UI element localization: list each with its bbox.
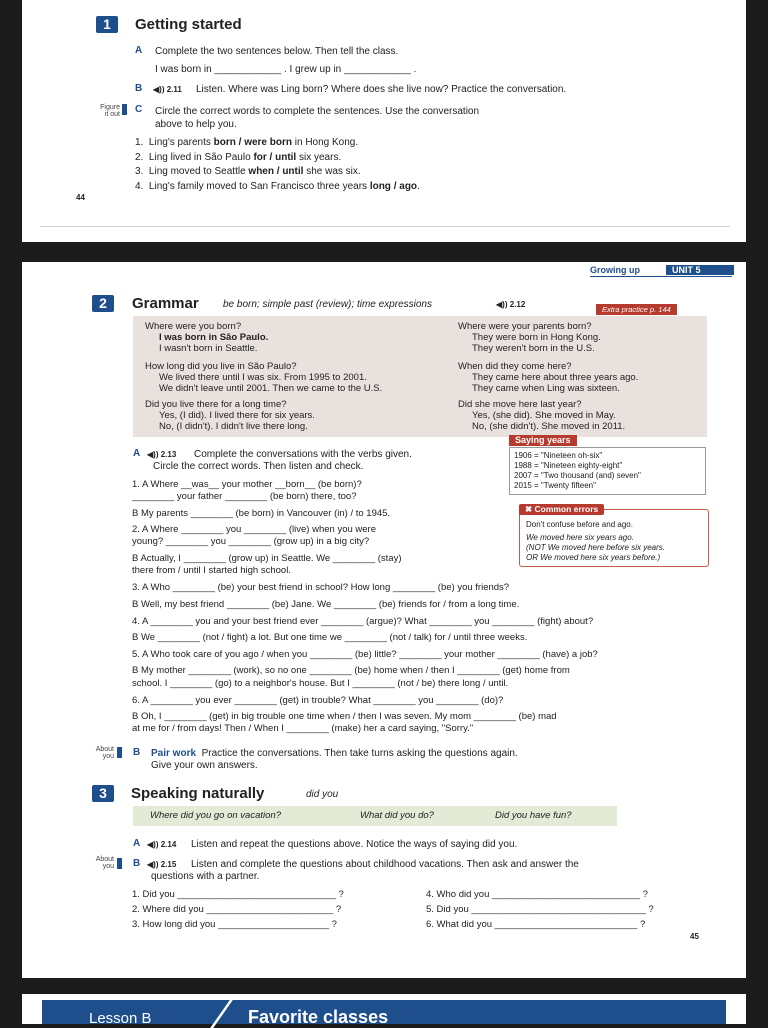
conversation-line: 6. A ________ you ever ________ (get) in trouble? What ________ you ________ (do)? xyxy=(132,695,504,706)
list-item: 4. Ling's family moved to San Francisco three years long / ago. xyxy=(135,181,420,192)
grammar-right-a1: They were born in Hong Kong. xyxy=(472,332,601,343)
figure-it-out-tag: Figure it out xyxy=(100,104,120,118)
section-number: 2 xyxy=(92,295,114,312)
question-item: 6. What did you ___________________________ ? xyxy=(426,919,646,930)
conversation-line: B My mother ________ (work), so no one ________ (be) home when / then I ________ (get) home from xyxy=(132,665,570,676)
conversation-line: B Actually, I ________ (grow up) in Seattle. We ________ (stay) xyxy=(132,553,402,564)
conversation-line: 2. A Where ________ you ________ (live) when you were xyxy=(132,524,376,535)
page-44 xyxy=(22,0,746,242)
exercise-c-text-2: above to help you. xyxy=(155,119,237,130)
grammar-left-a5: Yes, (I did). I lived there for six years. xyxy=(159,410,315,421)
exercise-a-label: A xyxy=(135,45,143,56)
section-number: 1 xyxy=(96,16,118,33)
exercise-a-line: I was born in ____________ . I grew up in ____________ . xyxy=(155,64,417,75)
exercise-a-label: A xyxy=(133,448,141,459)
lesson-title: Favorite classes xyxy=(248,1007,389,1027)
tag-bar xyxy=(117,747,122,758)
exercise-b-text: Listen. Where was Ling born? Where does she live now? Practice the conversation. xyxy=(196,84,567,95)
grammar-left-a3: We lived there until I was six. From 1995 to 2001. xyxy=(159,372,367,383)
page-46 xyxy=(22,994,746,1027)
exercise-b-label: B xyxy=(133,747,141,758)
about-you-tag: About you xyxy=(95,746,114,760)
audio-icon[interactable]: ◀)) 2.12 xyxy=(496,300,526,309)
exercise-a-text-2: Circle the correct words. Then listen and check. xyxy=(153,461,364,472)
common-errors-box: Don't confuse before and ago. We moved here six years ago. (NOT We moved here before six years. OR We moved here six years before.) xyxy=(519,509,709,567)
grammar-right-q1: Where were your parents born? xyxy=(458,321,592,332)
audio-icon[interactable]: ◀)) 2.13 xyxy=(147,450,177,459)
audio-icon[interactable]: ◀)) 2.14 xyxy=(147,840,177,849)
section-number: 3 xyxy=(92,785,114,802)
conversation-line: 5. A Who took care of you ago / when you ________ (be) little? ________ your mother ________ (have) a job? xyxy=(132,649,598,660)
grammar-right-a5: Yes, (she did). She moved in May. xyxy=(472,410,616,421)
section-title: Grammar xyxy=(132,295,199,312)
common-errors-title: ✖ Common errors xyxy=(519,504,604,515)
grammar-subtitle: be born; simple past (review); time expressions xyxy=(223,299,432,310)
running-head: Growing up xyxy=(590,265,640,275)
s3-a-label: A xyxy=(133,838,141,849)
saying-years-title: Saying years xyxy=(509,435,577,446)
conversation-line: B We ________ (not / fight) a lot. But one time we ________ (not / talk) for / until three weeks. xyxy=(132,632,528,643)
conversation-line: B Well, my best friend ________ (be) Jane. We ________ (be) friends for / from a long time. xyxy=(132,599,520,610)
grammar-right-q2: When did they come here? xyxy=(458,361,572,372)
conversation-line: B My parents ________ (be born) in Vancouver (in) / to 1945. xyxy=(132,508,391,519)
exercise-a-text: Complete the two sentences below. Then tell the class. xyxy=(155,46,399,57)
saying-years-box: 1906 = "Nineteen oh-six" 1988 = "Nineteen eighty-eight" 2007 = "Two thousand (and) seven" 2015 = "Twenty fifteen" xyxy=(509,447,706,495)
tag-bar xyxy=(122,104,127,115)
lesson-label: Lesson B xyxy=(89,1010,152,1027)
conversation-line: school. I ________ (go) to a neighbor's house. But I ________ (not / be) there long / until. xyxy=(132,678,509,689)
section-title: Speaking naturally xyxy=(131,785,265,802)
audio-icon[interactable]: ◀)) 2.11 xyxy=(153,85,182,94)
s3-a-text: Listen and repeat the questions above. Notice the ways of saying did you. xyxy=(191,839,518,850)
page-number: 45 xyxy=(690,932,699,941)
tag-bar xyxy=(117,858,122,869)
grammar-right-a3: They came here about three years ago. xyxy=(472,372,639,383)
header-rule xyxy=(590,276,732,277)
conversation-line: young? ________ you ________ (grow up) in a big city? xyxy=(132,536,370,547)
conversation-line: 4. A ________ you and your best friend ever ________ (argue)? What ________ you ________ (fight) about? xyxy=(132,616,594,627)
exercise-c-label: C xyxy=(135,104,143,115)
question-item: 2. Where did you ________________________ ? xyxy=(132,904,342,915)
s3-b-text: Listen and complete the questions about childhood vacations. Then ask and answer the xyxy=(191,859,579,870)
unit-badge: UNIT 5 xyxy=(666,265,734,275)
question-item: 4. Who did you ____________________________ ? xyxy=(426,889,648,900)
grammar-left-q2: How long did you live in São Paulo? xyxy=(145,361,297,372)
section-subtitle: did you xyxy=(306,789,339,800)
conversation-line: B Oh, I ________ (get) in big trouble one time when / then I was seven. My mom ________ (be) mad xyxy=(132,711,557,722)
example-questions-bar: Where did you go on vacation? What did you do? Did you have fun? xyxy=(133,806,617,826)
about-you-tag: About you xyxy=(95,856,114,870)
exercise-c-text-1: Circle the correct words to complete the sentences. Use the conversation xyxy=(155,106,480,117)
grammar-right-a2: They weren't born in the U.S. xyxy=(472,343,595,354)
section-title: Getting started xyxy=(135,16,242,33)
divider xyxy=(40,226,730,227)
list-item: 1. Ling's parents born / were born in Hong Kong. xyxy=(135,137,359,148)
exercise-b-text: Pair work Practice the conversations. Then take turns asking the questions again. xyxy=(151,748,518,759)
page-45 xyxy=(22,262,746,978)
grammar-left-q1: Where were you born? xyxy=(145,321,242,332)
grammar-left-a1: I was born in São Paulo. xyxy=(159,332,269,343)
question-item: 1. Did you ______________________________ ? xyxy=(132,889,344,900)
grammar-right-a4: They came when Ling was sixteen. xyxy=(472,383,620,394)
exercise-b-text-2: Give your own answers. xyxy=(151,760,258,771)
audio-icon[interactable]: ◀)) 2.15 xyxy=(147,860,177,869)
grammar-left-q3: Did you live there for a long time? xyxy=(145,399,287,410)
list-item: 3. Ling moved to Seattle when / until she was six. xyxy=(135,166,361,177)
grammar-right-q3: Did she move here last year? xyxy=(458,399,582,410)
conversation-line: there from / until I started high school. xyxy=(132,565,291,576)
question-item: 5. Did you _________________________________ ? xyxy=(426,904,654,915)
page-number: 44 xyxy=(76,193,85,202)
exercise-b-label: B xyxy=(135,83,143,94)
grammar-left-a2: I wasn't born in Seattle. xyxy=(159,343,258,354)
conversation-line: ________ your father ________ (be born) there, too? xyxy=(132,491,357,502)
extra-practice-badge[interactable]: Extra practice p. 144 xyxy=(596,304,677,315)
s3-b-text-2: questions with a partner. xyxy=(151,871,260,882)
conversation-line: 3. A Who ________ (be) your best friend in school? How long ________ (be) you friends? xyxy=(132,582,510,593)
grammar-right-a6: No, (she didn't). She moved in 2011. xyxy=(472,421,626,432)
question-item: 3. How long did you _____________________ ? xyxy=(132,919,337,930)
conversation-line: at me for / from days! Then / When I ________ (make) her a card saying, "Sorry." xyxy=(132,723,474,734)
s3-b-label: B xyxy=(133,858,141,869)
conversation-line: 1. A Where __was__ your mother __born__ (be born)? xyxy=(132,479,362,490)
grammar-left-a4: We didn't leave until 2001. Then we came to the U.S. xyxy=(159,383,383,394)
list-item: 2. Ling lived in São Paulo for / until six years. xyxy=(135,152,342,163)
exercise-a-text-1: Complete the conversations with the verbs given. xyxy=(194,449,412,460)
grammar-left-a6: No, (I didn't). I didn't live there long. xyxy=(159,421,308,432)
